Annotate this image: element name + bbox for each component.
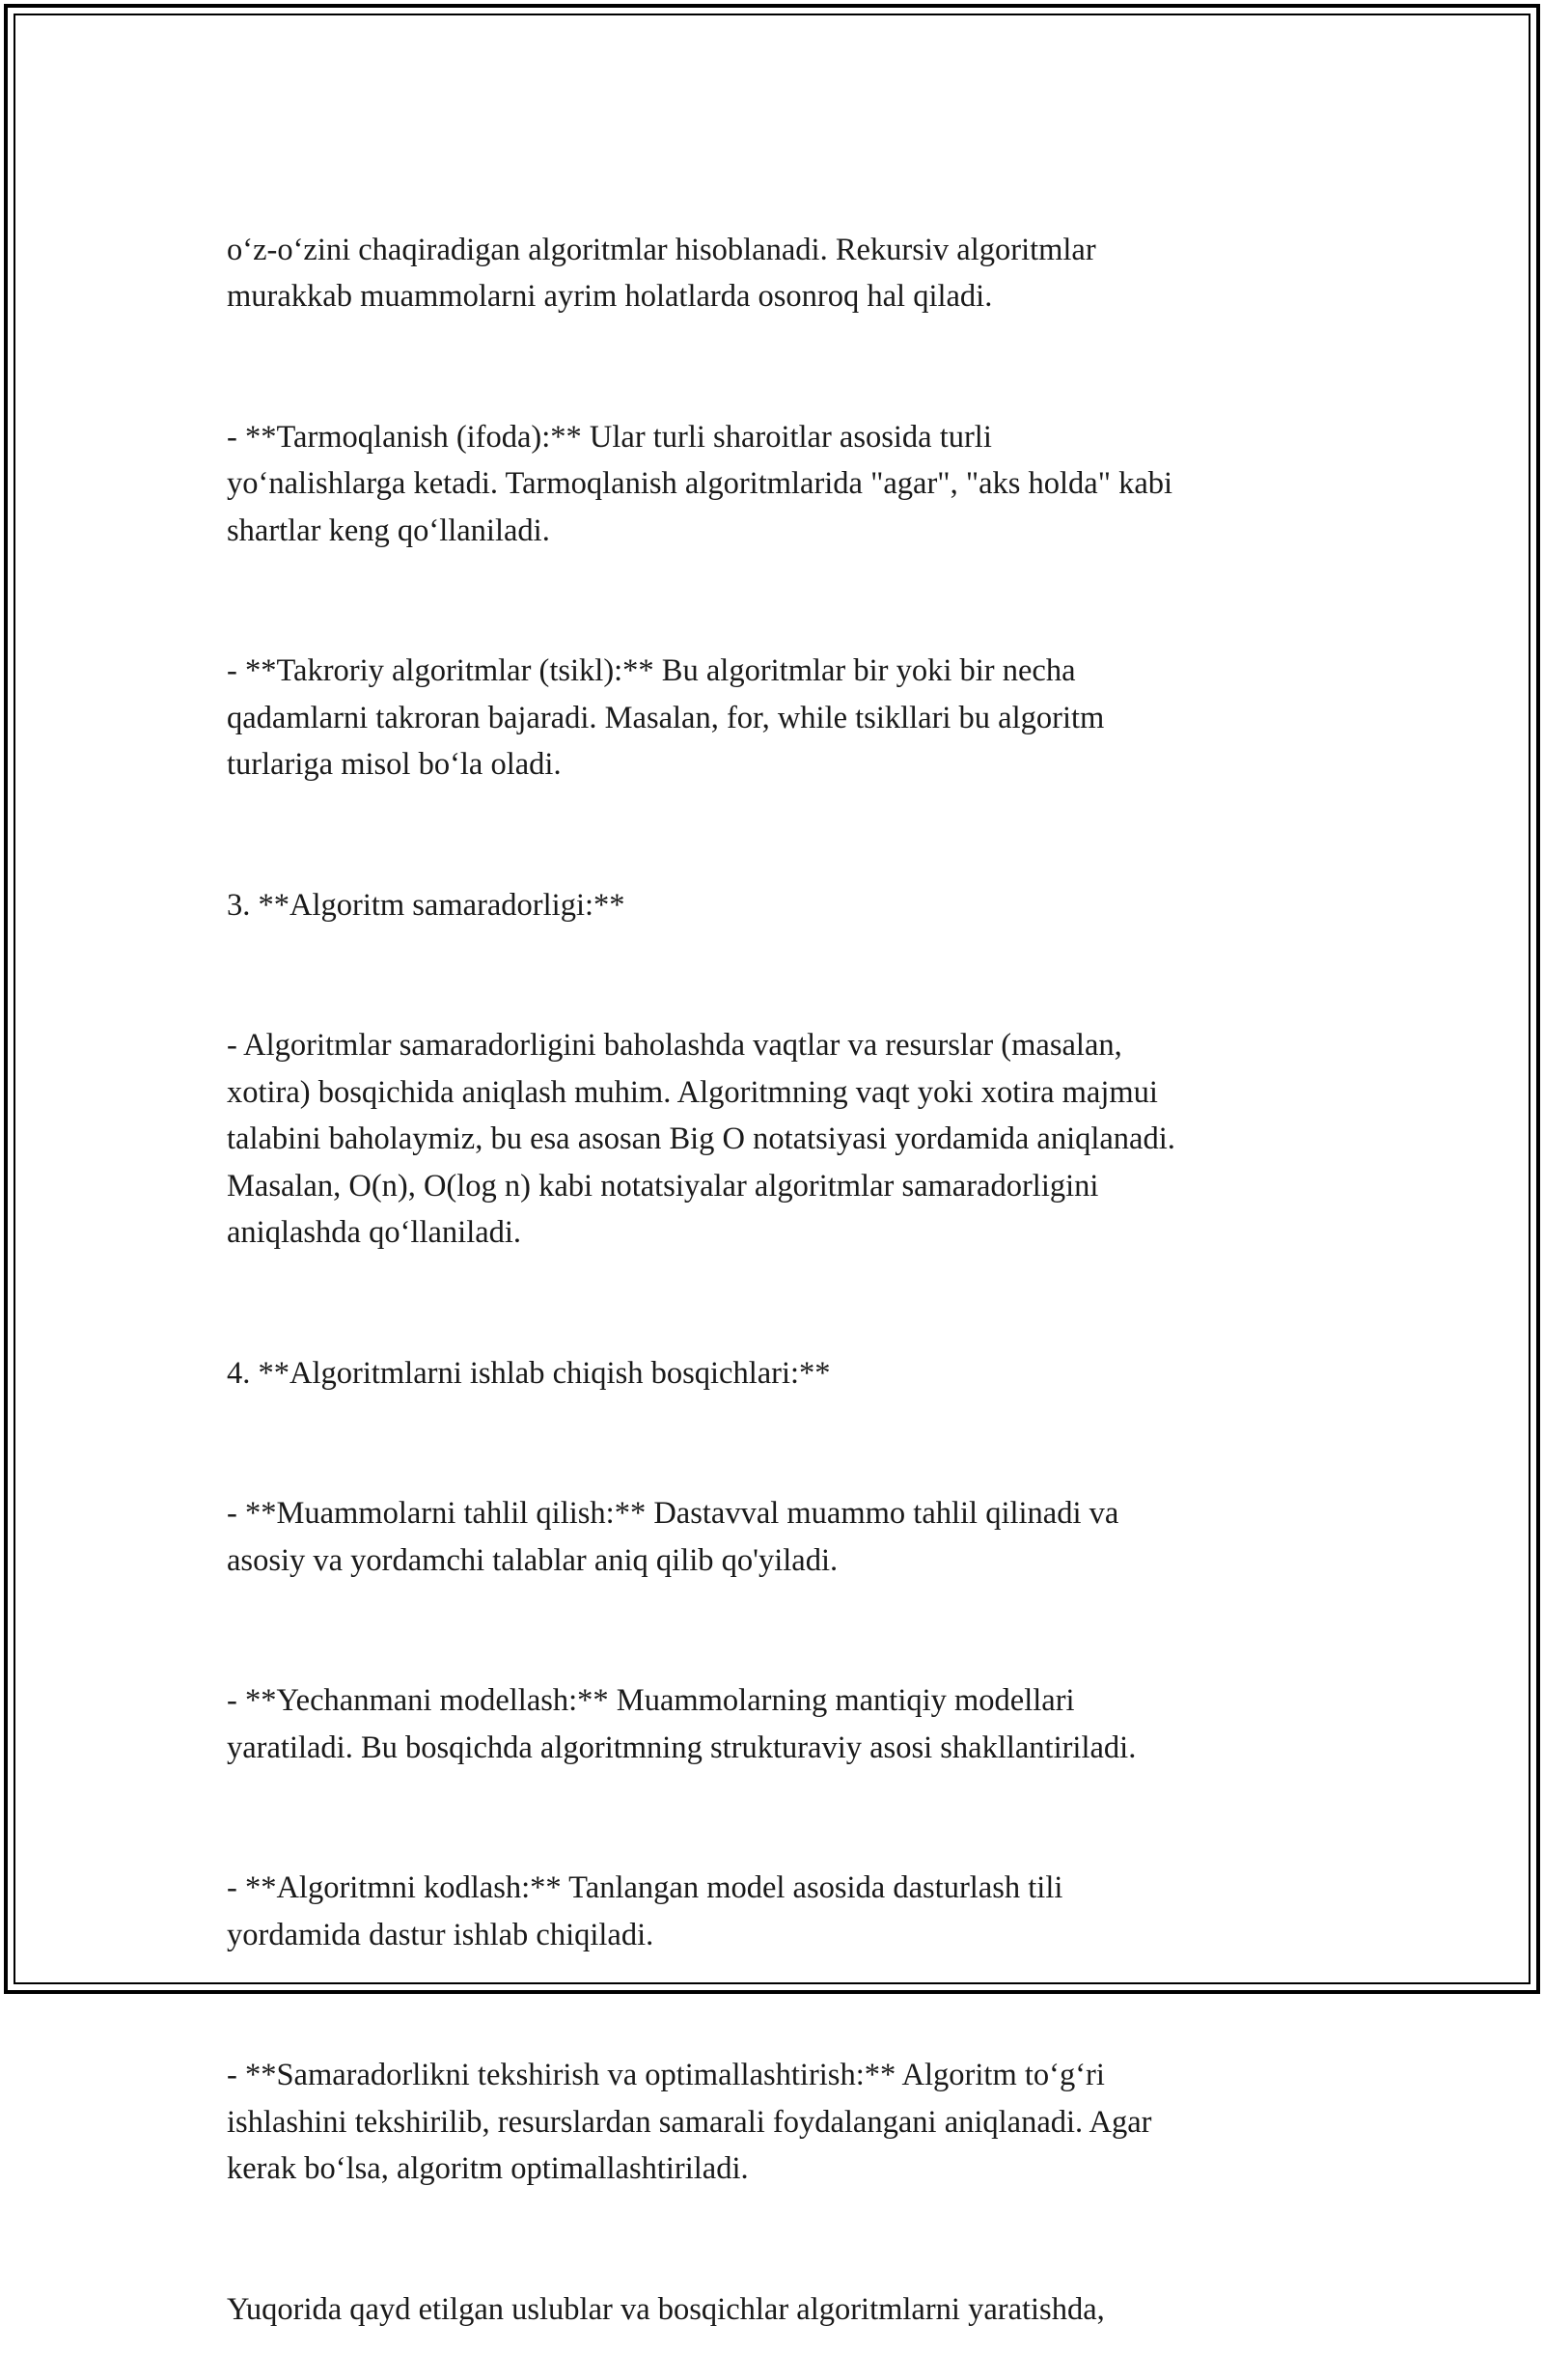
paragraph-optimization: - **Samaradorlikni tekshirish va optimallashtirish:** Algoritm to‘g‘ri ishlashini tekshirilib, resurslardan samarali foydalangani aniqlanadi. Agar kerak bo‘lsa, algoritm optimallashtiriladi. bbox=[227, 2058, 1152, 2186]
paragraph-loops: - **Takroriy algoritmlar (tsikl):** Bu algoritmlar bir yoki bir necha qadamlarni takroran bajaradi. Masalan, for, while tsikllari bu algoritm turlariga misol bo‘la oladi. bbox=[227, 653, 1105, 782]
heading-algorithm-efficiency: 3. **Algoritm samaradorligi:** bbox=[227, 887, 625, 923]
paragraph-modeling: - **Yechanmani modellash:** Muammolarning mantiqiy modellari yaratiladi. Bu bosqichda algoritmning strukturaviy asosi shakllantiriladi. bbox=[227, 1683, 1137, 1765]
paragraph-problem-analysis: - **Muammolarni tahlil qilish:** Dastavval muammo tahlil qilinadi va asosiy va yordamchi talablar aniq qilib qo'yiladi. bbox=[227, 1496, 1119, 1578]
heading-development-stages: 4. **Algoritmlarni ishlab chiqish bosqichlari:** bbox=[227, 1355, 831, 1391]
paragraph-conclusion: Yuqorida qayd etilgan uslublar va bosqichlar algoritmlarni yaratishda, bbox=[227, 2291, 1105, 2327]
paragraph-branching: - **Tarmoqlanish (ifoda):** Ular turli sharoitlar asosida turli yo‘nalishlarga ketadi. Tarmoqlanish algoritmlarida "agar", "aks holda" kabi shartlar keng qo‘llaniladi. bbox=[227, 419, 1173, 548]
document-body bbox=[227, 180, 1337, 2380]
paragraph-efficiency: - Algoritmlar samaradorligini baholashda vaqtlar va resurslar (masalan, xotira) bosqichida aniqlash muhim. Algoritmning vaqt yoki xotira majmui talabini baholaymiz, bu esa asosan Big O notatsiyasi yordamida aniqlanadi. Masalan, O(n), O(log n) kabi notatsiyalar algoritmlar samaradorligini aniqlashda qo‘llaniladi. bbox=[227, 1028, 1175, 1250]
paragraph-recursive-continuation: o‘z-o‘zini chaqiradigan algoritmlar hisoblanadi. Rekursiv algoritmlar murakkab muammolarni ayrim holatlarda osonroq hal qiladi. bbox=[227, 232, 1096, 314]
paragraph-coding: - **Algoritmni kodlash:** Tanlangan model asosida dasturlash tili yordamida dastur ishlab chiqiladi. bbox=[227, 1870, 1063, 1952]
